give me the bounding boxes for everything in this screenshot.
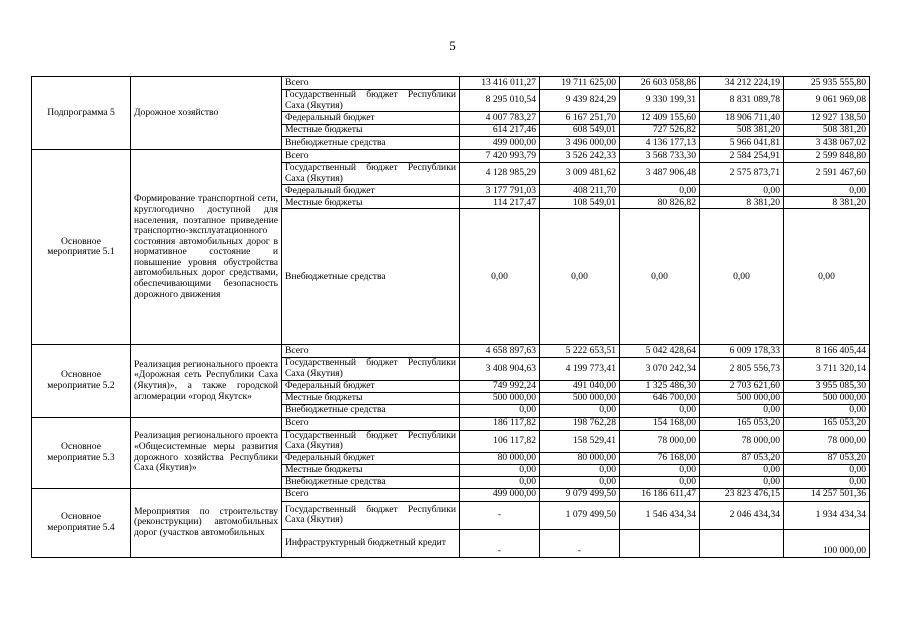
amount-cell: 9 330 199,31 — [620, 90, 700, 112]
amount-cell: 0,00 — [620, 464, 700, 476]
program-name-cell: Основное мероприятие 5.1 — [32, 150, 131, 345]
funding-source-cell: Государственный бюджет Республики Саха (Якутия) — [282, 90, 460, 112]
amount-cell: 0,00 — [540, 404, 620, 417]
funding-source-cell: Государственный бюджет Республики Саха (Якутия) — [282, 501, 460, 529]
funding-source-cell: Всего — [282, 150, 460, 163]
amount-cell: 499 000,00 — [460, 488, 540, 501]
amount-cell: 80 000,00 — [540, 452, 620, 464]
funding-source-cell: Внебюджетные средства — [282, 209, 460, 345]
amount-cell: 8 381,20 — [784, 197, 870, 209]
program-description-cell: Реализация регионального проекта «Дорожная сеть Республики Саха (Якутия)», а также городской агломерации «город Якутск» — [131, 345, 282, 417]
amount-cell: 100 000,00 — [784, 529, 870, 557]
amount-cell: 3 711 320,14 — [784, 358, 870, 380]
amount-cell: 3 955 085,30 — [784, 380, 870, 392]
funding-source-cell: Внебюджетные средства — [282, 404, 460, 417]
funding-source-cell: Всего — [282, 345, 460, 358]
program-description-cell: Мероприятия по строительству (реконструкции) автомобильных дорог (участков автомобильных — [131, 488, 282, 557]
funding-source-cell: Федеральный бюджет — [282, 380, 460, 392]
amount-cell: 0,00 — [620, 476, 700, 488]
amount-cell: 25 935 555,80 — [784, 77, 870, 90]
amount-cell: 8 381,20 — [700, 197, 784, 209]
amount-cell: 3 438 067,02 — [784, 137, 870, 150]
amount-cell: 2 591 467,60 — [784, 163, 870, 185]
program-name-cell: Основное мероприятие 5.2 — [32, 345, 131, 417]
amount-cell: 6 167 251,70 — [540, 112, 620, 125]
amount-cell: 34 212 224,19 — [700, 77, 784, 90]
funding-source-cell: Всего — [282, 488, 460, 501]
amount-cell: 0,00 — [620, 404, 700, 417]
amount-cell: 0,00 — [700, 464, 784, 476]
table-row — [32, 77, 870, 90]
amount-cell: 108 549,01 — [540, 197, 620, 209]
program-description-cell: Реализация регионального проекта «Общесистемные меры развития дорожного хозяйства Республики Саха (Якутия)» — [131, 417, 282, 488]
table-row — [32, 488, 870, 501]
amount-cell: 9 061 969,08 — [784, 90, 870, 112]
program-name-cell: Подпрограмма 5 — [32, 77, 131, 150]
amount-cell: 614 217,46 — [460, 125, 540, 137]
amount-cell: 0,00 — [460, 209, 540, 345]
amount-cell: 749 992,24 — [460, 380, 540, 392]
amount-cell: 2 584 254,91 — [700, 150, 784, 163]
amount-cell: 26 603 058,86 — [620, 77, 700, 90]
amount-cell: 78 000,00 — [700, 430, 784, 452]
amount-cell: 727 526,82 — [620, 125, 700, 137]
funding-source-cell: Государственный бюджет Республики Саха (Якутия) — [282, 430, 460, 452]
amount-cell: 646 700,00 — [620, 392, 700, 404]
amount-cell: 508 381,20 — [784, 125, 870, 137]
amount-cell: 4 658 897,63 — [460, 345, 540, 358]
amount-cell: 2 703 621,60 — [700, 380, 784, 392]
amount-cell: 12 409 155,60 — [620, 112, 700, 125]
amount-cell: 1 079 499,50 — [540, 501, 620, 529]
amount-cell: 4 128 985,29 — [460, 163, 540, 185]
amount-cell: 4 136 177,13 — [620, 137, 700, 150]
amount-cell: 8 831 089,78 — [700, 90, 784, 112]
amount-cell: 0,00 — [540, 476, 620, 488]
amount-cell: 500 000,00 — [784, 392, 870, 404]
funding-source-cell: Местные бюджеты — [282, 392, 460, 404]
amount-cell: 16 186 611,47 — [620, 488, 700, 501]
funding-source-cell: Внебюджетные средства — [282, 476, 460, 488]
funding-source-cell: Всего — [282, 77, 460, 90]
amount-cell — [620, 529, 700, 557]
amount-cell: 0,00 — [700, 476, 784, 488]
amount-cell: 2 599 848,80 — [784, 150, 870, 163]
amount-cell: 165 053,20 — [700, 417, 784, 430]
amount-cell: 3 177 791,03 — [460, 185, 540, 197]
amount-cell: 78 000,00 — [620, 430, 700, 452]
amount-cell: 500 000,00 — [460, 392, 540, 404]
budget-table-body — [32, 77, 870, 558]
amount-cell: 4 007 783,27 — [460, 112, 540, 125]
amount-cell: 106 117,82 — [460, 430, 540, 452]
funding-source-cell: Федеральный бюджет — [282, 452, 460, 464]
amount-cell: 500 000,00 — [540, 392, 620, 404]
amount-cell: 0,00 — [460, 404, 540, 417]
amount-cell: 500 000,00 — [700, 392, 784, 404]
table-row — [32, 150, 870, 163]
amount-cell: 0,00 — [700, 404, 784, 417]
amount-cell: 7 420 993,79 — [460, 150, 540, 163]
amount-cell: 5 042 428,64 — [620, 345, 700, 358]
amount-cell: 1 934 434,34 — [784, 501, 870, 529]
amount-cell: 2 575 873,71 — [700, 163, 784, 185]
amount-cell: 76 168,00 — [620, 452, 700, 464]
amount-cell: 158 529,41 — [540, 430, 620, 452]
amount-cell: 408 211,70 — [540, 185, 620, 197]
program-description-cell: Дорожное хозяйство — [131, 77, 282, 150]
amount-cell: 80 000,00 — [460, 452, 540, 464]
budget-table — [31, 76, 870, 558]
amount-cell: 198 762,28 — [540, 417, 620, 430]
amount-cell: 2 805 556,73 — [700, 358, 784, 380]
funding-source-cell: Федеральный бюджет — [282, 112, 460, 125]
amount-cell: 2 046 434,34 — [700, 501, 784, 529]
amount-cell: 12 927 138,50 — [784, 112, 870, 125]
amount-cell: 6 009 178,33 — [700, 345, 784, 358]
amount-cell: 9 079 499,50 — [540, 488, 620, 501]
funding-source-cell: Инфраструктурный бюджетный кредит — [282, 529, 460, 557]
funding-source-cell: Всего — [282, 417, 460, 430]
amount-cell: 154 168,00 — [620, 417, 700, 430]
funding-source-cell: Государственный бюджет Республики Саха (Якутия) — [282, 358, 460, 380]
amount-cell: 23 823 476,15 — [700, 488, 784, 501]
amount-cell: 3 070 242,34 — [620, 358, 700, 380]
funding-source-cell: Государственный бюджет Республики Саха (Якутия) — [282, 163, 460, 185]
amount-cell: 87 053,20 — [700, 452, 784, 464]
amount-cell: 78 000,00 — [784, 430, 870, 452]
amount-cell — [700, 529, 784, 557]
amount-cell: 14 257 501,36 — [784, 488, 870, 501]
amount-cell: 508 381,20 — [700, 125, 784, 137]
amount-cell: 87 053,20 — [784, 452, 870, 464]
amount-cell: 0,00 — [784, 404, 870, 417]
amount-cell: 0,00 — [700, 185, 784, 197]
amount-cell: 8 295 010,54 — [460, 90, 540, 112]
funding-source-cell: Федеральный бюджет — [282, 185, 460, 197]
amount-cell: 9 439 824,29 — [540, 90, 620, 112]
funding-source-cell: Местные бюджеты — [282, 197, 460, 209]
program-name-cell: Основное мероприятие 5.4 — [32, 488, 131, 557]
amount-cell: 0,00 — [460, 464, 540, 476]
amount-cell: 0,00 — [460, 476, 540, 488]
amount-cell: 4 199 773,41 — [540, 358, 620, 380]
funding-source-cell: Местные бюджеты — [282, 125, 460, 137]
table-row — [32, 345, 870, 358]
amount-cell: - — [540, 529, 620, 557]
amount-cell: 114 217,47 — [460, 197, 540, 209]
amount-cell: 13 416 011,27 — [460, 77, 540, 90]
funding-source-cell: Внебюджетные средства — [282, 137, 460, 150]
amount-cell: 0,00 — [784, 209, 870, 345]
amount-cell: 3 009 481,62 — [540, 163, 620, 185]
amount-cell: 3 526 242,33 — [540, 150, 620, 163]
amount-cell: 18 906 711,40 — [700, 112, 784, 125]
amount-cell: 186 117,82 — [460, 417, 540, 430]
amount-cell: 0,00 — [784, 185, 870, 197]
amount-cell: 165 053,20 — [784, 417, 870, 430]
amount-cell: 5 966 041,81 — [700, 137, 784, 150]
funding-source-cell: Местные бюджеты — [282, 464, 460, 476]
amount-cell: 0,00 — [540, 209, 620, 345]
amount-cell: 0,00 — [620, 209, 700, 345]
amount-cell: 19 711 625,00 — [540, 77, 620, 90]
amount-cell: 491 040,00 — [540, 380, 620, 392]
amount-cell: 80 826,82 — [620, 197, 700, 209]
amount-cell: - — [460, 501, 540, 529]
amount-cell: 3 568 733,30 — [620, 150, 700, 163]
amount-cell: 608 549,01 — [540, 125, 620, 137]
amount-cell: 499 000,00 — [460, 137, 540, 150]
amount-cell: 0,00 — [620, 185, 700, 197]
amount-cell: 8 166 405,44 — [784, 345, 870, 358]
amount-cell: 0,00 — [700, 209, 784, 345]
amount-cell: 0,00 — [540, 464, 620, 476]
amount-cell: 3 496 000,00 — [540, 137, 620, 150]
amount-cell: - — [460, 529, 540, 557]
amount-cell: 5 222 653,51 — [540, 345, 620, 358]
table-row — [32, 417, 870, 430]
program-name-cell: Основное мероприятие 5.3 — [32, 417, 131, 488]
page-number: 5 — [449, 38, 456, 53]
program-description-cell: Формирование транспортной сети, круглогодично доступной для населения, поэтапное приведение транспортно-эксплуатационного состояния автомобильных дорог в нормативное состояние и повышение уровня обустройства автомобильных дорог средствами, обеспечивающими безопасность дорожного движения — [131, 150, 282, 345]
amount-cell: 0,00 — [784, 476, 870, 488]
amount-cell: 0,00 — [784, 464, 870, 476]
amount-cell: 1 325 486,30 — [620, 380, 700, 392]
amount-cell: 3 487 906,48 — [620, 163, 700, 185]
amount-cell: 3 408 904,63 — [460, 358, 540, 380]
amount-cell: 1 546 434,34 — [620, 501, 700, 529]
